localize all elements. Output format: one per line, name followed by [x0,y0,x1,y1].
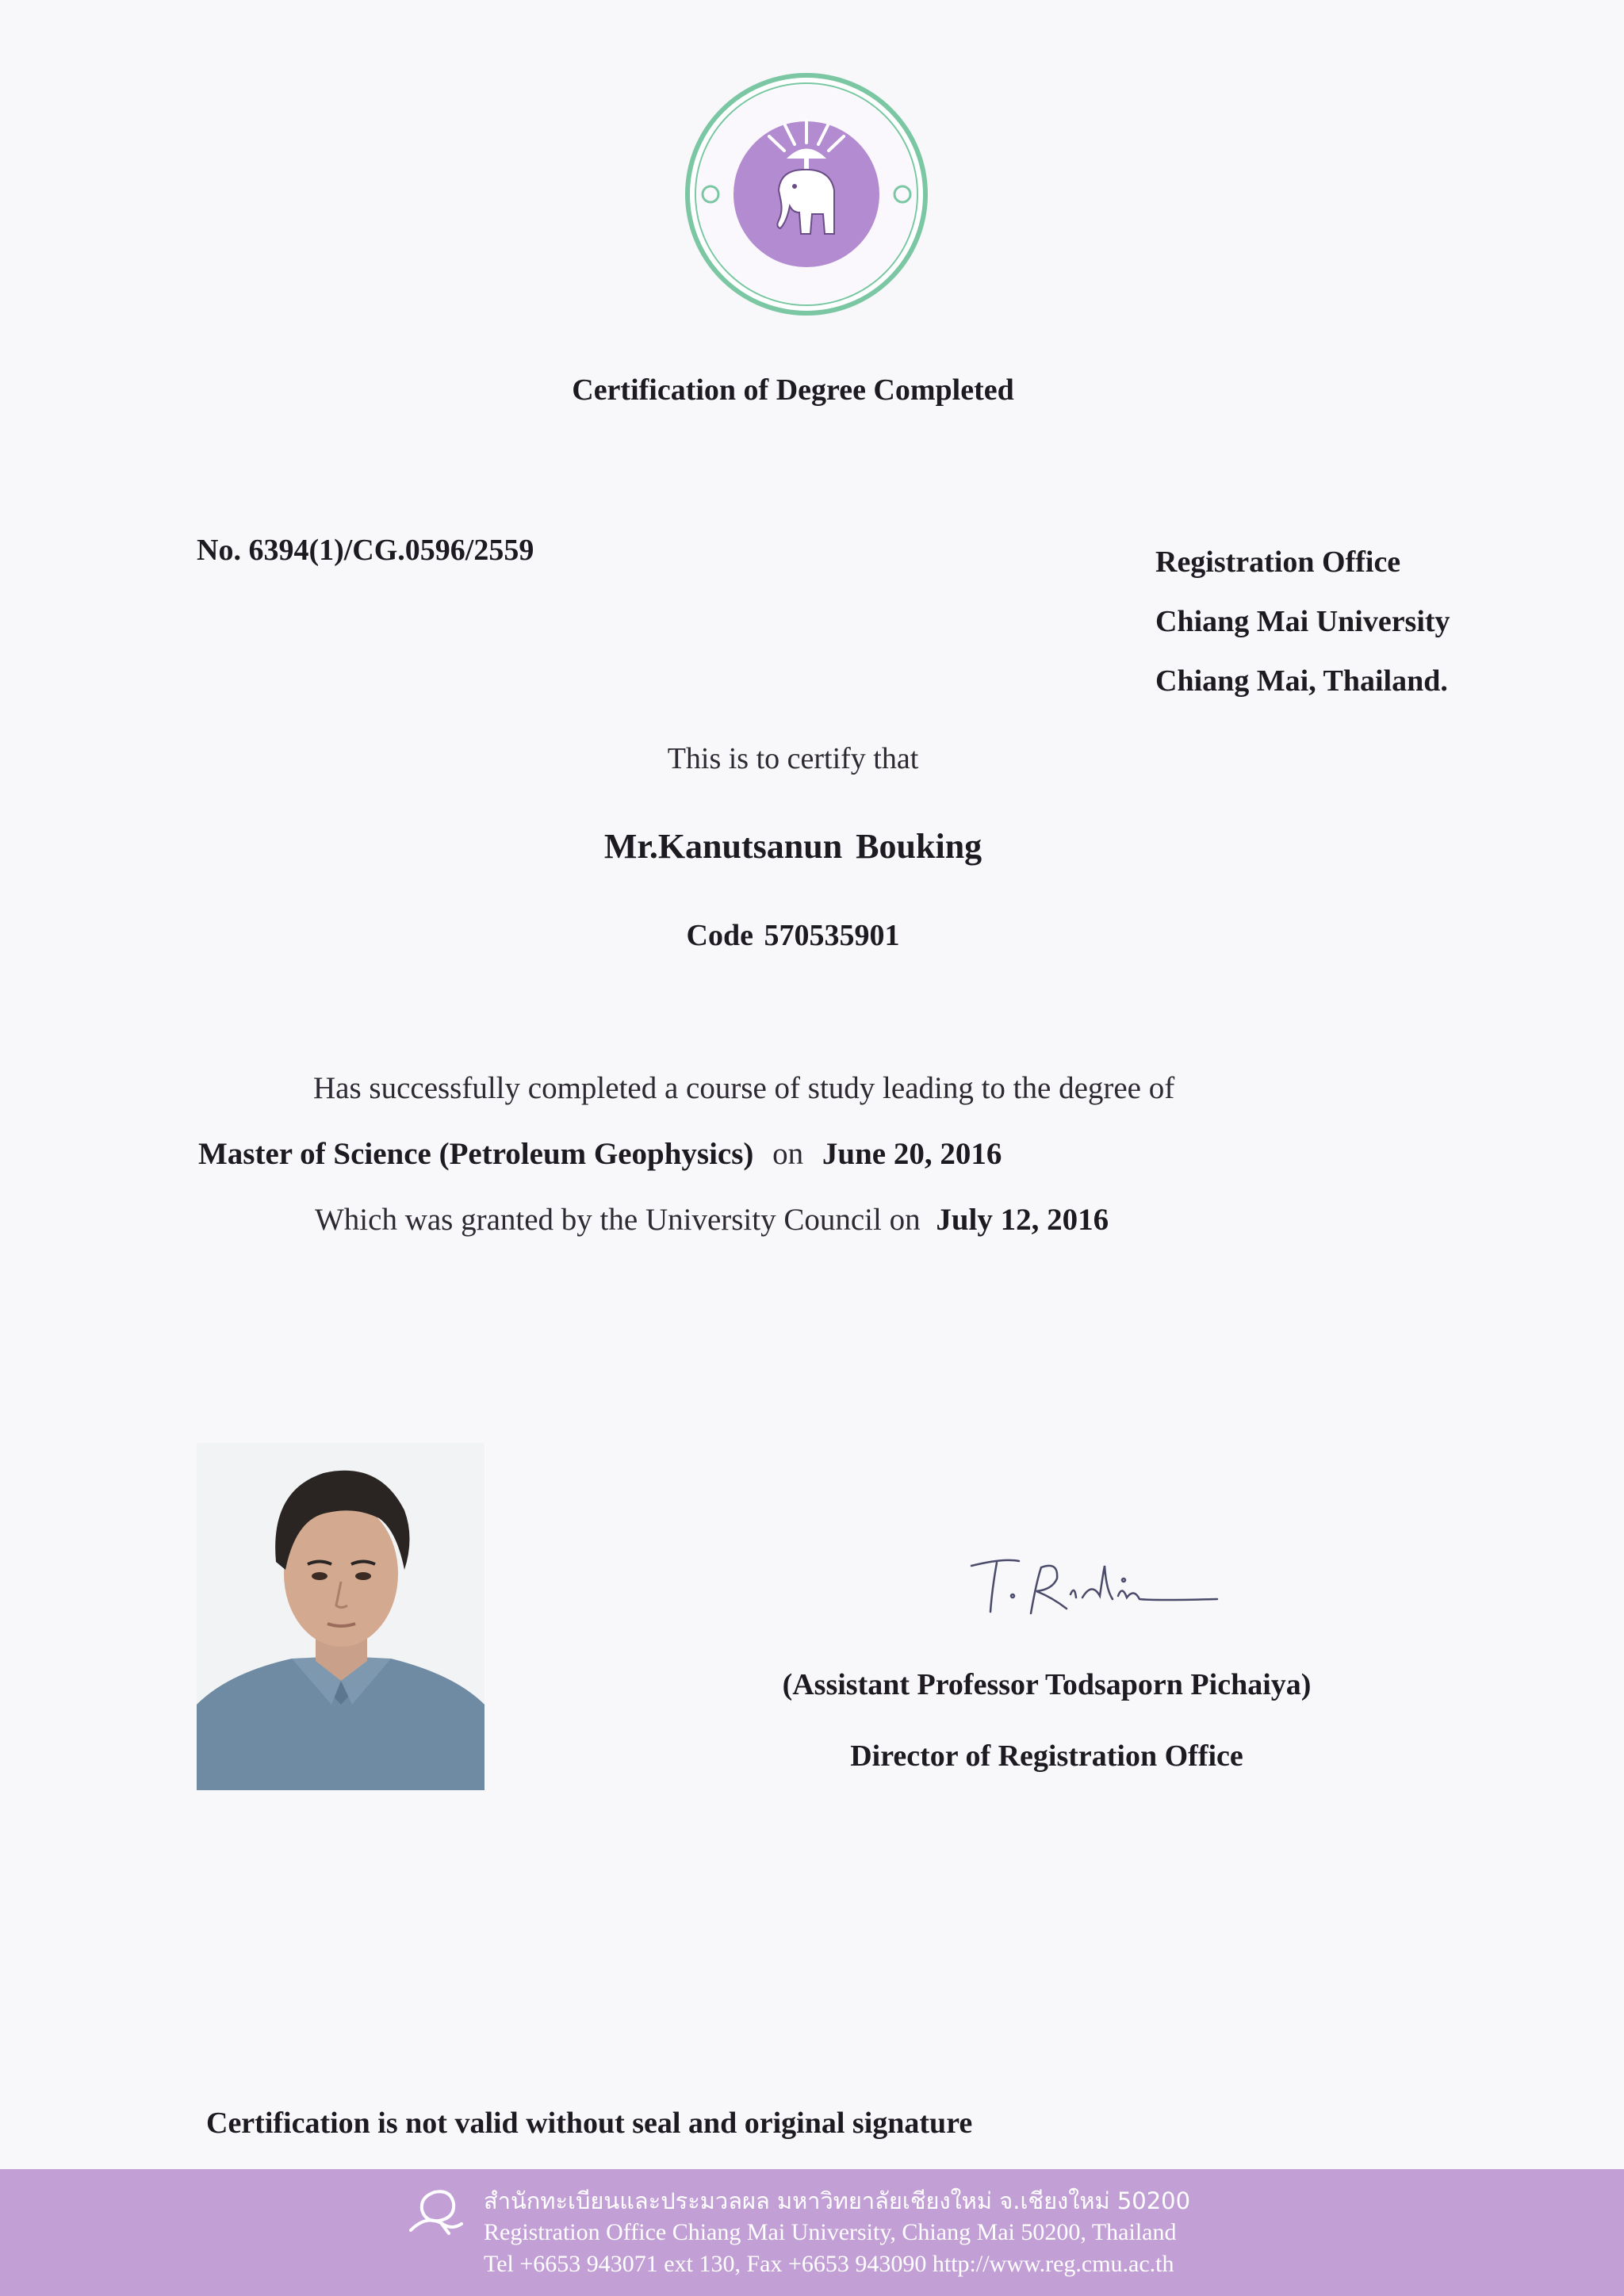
signatory-title: Director of Registration Office [850,1739,1243,1773]
validity-notice: Certification is not valid without seal and original signature [206,2107,973,2140]
degree-name: Master of Science (Petroleum Geophysics) [198,1137,754,1171]
signature-icon [963,1550,1233,1621]
recipient-photo [197,1443,485,1790]
office-address-line: Registration Office [1155,545,1401,579]
office-address [1155,533,1450,711]
recipient-name: Mr.Kanutsanun Bouking [603,827,982,866]
office-address-line: Chiang Mai, Thailand. [1155,664,1448,698]
granted-line [315,1202,1109,1238]
certify-text: This is to certify that [667,742,919,775]
footer-line-address: Registration Office Chiang Mai University, Chiang Mai 50200, Thailand [484,2219,1177,2245]
registration-office-logo-icon [403,2183,468,2242]
footer-contact [484,2185,1190,2280]
granted-date: July 12, 2016 [936,1203,1109,1237]
completion-text: Has successfully completed a course of study leading to the degree of [313,1071,1175,1105]
office-address-line: Chiang Mai University [1155,605,1450,638]
recipient-code: Code 570535901 [686,919,900,952]
footer-line-contact: Tel +6653 943071 ext 130, Fax +6653 943090 http://www.reg.cmu.ac.th [484,2251,1174,2277]
signatory-name: (Assistant Professor Todsaporn Pichaiya) [782,1668,1312,1701]
granted-text: Which was granted by the University Council on [315,1203,921,1237]
university-seal-icon [684,71,929,317]
degree-line [198,1136,1002,1172]
footer-line-thai: สำนักทะเบียนและประมวลผล มหาวิทยาลัยเชียงใหม่ จ.เชียงใหม่ 50200 [484,2187,1191,2214]
degree-date: June 20, 2016 [822,1137,1002,1171]
degree-connector: on [772,1137,804,1171]
document-number: No. 6394(1)/CG.0596/2559 [197,534,534,567]
page-title: Certification of Degree Completed [572,373,1014,407]
